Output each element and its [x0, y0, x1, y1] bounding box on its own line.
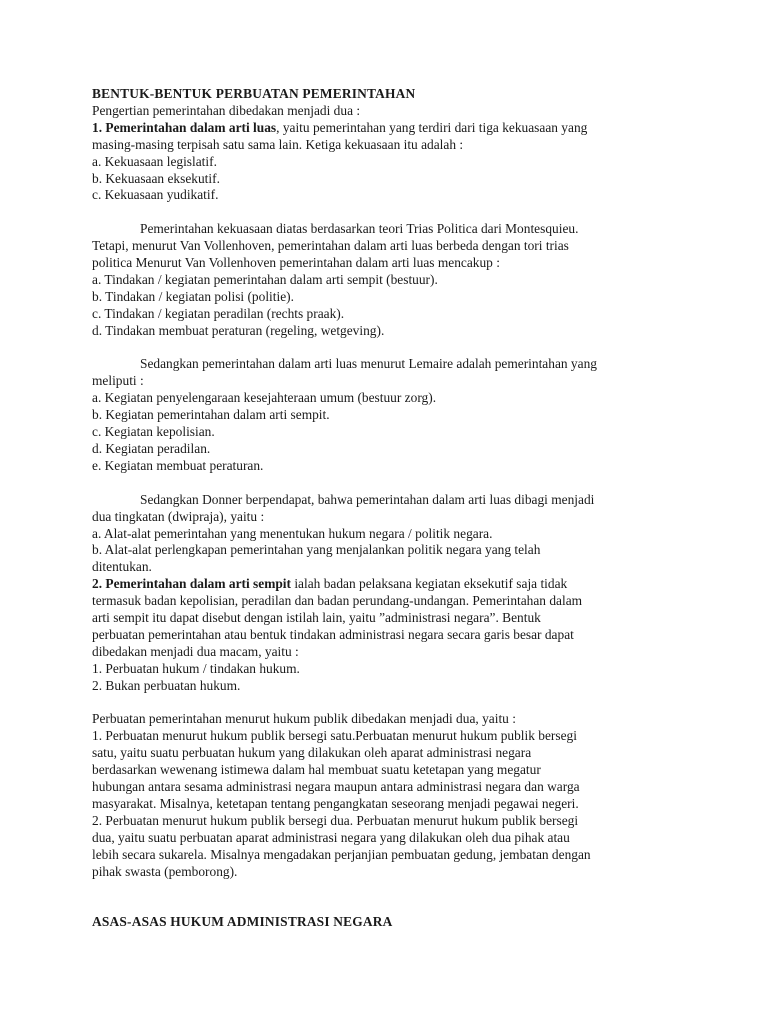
publik-line: pihak swasta (pemborong).	[92, 863, 238, 879]
publik-line: satu, yaitu suatu perbuatan hukum yang dilakukan oleh aparat administrasi negara	[92, 745, 532, 761]
kekuasaan-item: c. Kekuasaan yudikatif.	[92, 187, 219, 203]
section-spacer	[92, 881, 688, 915]
donner-line: ditentukan.	[92, 559, 152, 575]
lemaire-item: a. Kegiatan penyelengaraan kesejahteraan umum (bestuur zorg).	[92, 390, 437, 406]
donner-line: a. Alat-alat pemerintahan yang menentukan hukum negara / politik negara.	[92, 525, 493, 541]
vollenhoven-line: Pemerintahan kekuasaan diatas berdasarkan teori Trias Politica dari Montesquieu.	[140, 221, 579, 237]
section-heading-asas: ASAS-ASAS HUKUM ADMINISTRASI NEGARA	[92, 914, 393, 930]
publik-line: dua, yaitu suatu perbuatan aparat administrasi negara yang dilakukan oleh dua pihak atau	[92, 829, 570, 845]
vollenhoven-item: c. Tindakan / kegiatan peradilan (rechts praak).	[92, 305, 345, 321]
publik-line: Perbuatan pemerintahan menurut hukum publik dibedakan menjadi dua, yaitu :	[92, 711, 516, 727]
donner-line: b. Alat-alat perlengkapan pemerintahan yang menjalankan politik negara yang telah	[92, 542, 541, 558]
paragraph-spacer	[92, 695, 688, 712]
lemaire-item: b. Kegiatan pemerintahan dalam arti sempit.	[92, 407, 330, 423]
kekuasaan-item: b. Kekuasaan eksekutif.	[92, 170, 220, 186]
donner-line: dua tingkatan (dwipraja), yaitu :	[92, 508, 265, 524]
publik-line: 2. Perbuatan menurut hukum publik bersegi dua. Perbuatan menurut hukum publik bersegi	[92, 812, 579, 828]
vollenhoven-line: Tetapi, menurut Van Vollenhoven, pemerintahan dalam arti luas berbeda dengan tori trias	[92, 238, 569, 254]
donner-line: Sedangkan Donner berpendapat, bahwa pemerintahan dalam arti luas dibagi menjadi	[140, 491, 595, 507]
paragraph-spacer	[92, 475, 688, 492]
vollenhoven-item: b. Tindakan / kegiatan polisi (politie).	[92, 288, 294, 304]
section-heading-bentuk: BENTUK-BENTUK PERBUATAN PEMERINTAHAN	[92, 86, 416, 101]
lemaire-item: d. Kegiatan peradilan.	[92, 441, 211, 456]
vollenhoven-item: d. Tindakan membuat peraturan (regeling, wetgeving).	[92, 322, 385, 338]
lemaire-item: c. Kegiatan kepolisian.	[92, 424, 215, 440]
publik-line: hubungan antara sesama administrasi negara maupun antara administrasi negara dan warga	[92, 779, 580, 795]
document-page	[92, 86, 688, 931]
point2-body-line: perbuatan pemerintahan atau bentuk tindakan administrasi negara secara garis besar dapat	[92, 626, 574, 642]
point1-title: 1. Pemerintahan dalam arti luas	[92, 119, 277, 135]
point1-line2: masing-masing terpisah satu sama lain. Ketiga kekuasaan itu adalah :	[92, 136, 464, 152]
paragraph-spacer	[92, 204, 688, 221]
point2-rest: ialah badan pelaksana kegiatan eksekutif saja tidak	[290, 576, 568, 592]
publik-line: lebih secara sukarela. Misalnya mengadakan perjanjian pembuatan gedung, jembatan dengan	[92, 846, 591, 862]
lemaire-line: Sedangkan pemerintahan dalam arti luas menurut Lemaire adalah pemerintahan yang	[140, 356, 597, 372]
point2-body-line: 2. Bukan perbuatan hukum.	[92, 677, 241, 693]
lemaire-line: meliputi :	[92, 373, 144, 389]
point2-body-line: termasuk badan kepolisian, peradilan dan badan perundang-undangan. Pemerintahan dalam	[92, 593, 583, 609]
point2-body-line: arti sempit itu dapat disebut dengan istilah lain, yaitu ”administrasi negara”. Bentuk	[92, 610, 541, 626]
vollenhoven-line: politica Menurut Van Vollenhoven pemerintahan dalam arti luas mencakup :	[92, 255, 500, 271]
intro-text: Pengertian pemerintahan dibedakan menjadi dua :	[92, 102, 361, 118]
point2-body-line: dibedakan menjadi dua macam, yaitu :	[92, 643, 299, 659]
point2-line	[92, 576, 688, 593]
vollenhoven-item: a. Tindakan / kegiatan pemerintahan dalam arti sempit (bestuur).	[92, 271, 438, 287]
publik-line: 1. Perbuatan menurut hukum publik bersegi satu.Perbuatan menurut hukum publik bersegi	[92, 728, 577, 744]
paragraph-spacer	[92, 340, 688, 357]
point1-rest: , yaitu pemerintahan yang terdiri dari tiga kekuasaan yang	[276, 119, 588, 135]
point1-line	[92, 120, 688, 137]
kekuasaan-item: a. Kekuasaan legislatif.	[92, 153, 217, 169]
lemaire-item: e. Kegiatan membuat peraturan.	[92, 457, 264, 473]
publik-line: masyarakat. Misalnya, ketetapan tentang pengangkatan seseorang menjadi pegawai negeri.	[92, 796, 579, 811]
point2-body-line: 1. Perbuatan hukum / tindakan hukum.	[92, 660, 300, 676]
publik-line: berdasarkan wewenang istimewa dalam hal membuat suatu ketetapan yang megatur	[92, 762, 541, 778]
point2-title: 2. Pemerintahan dalam arti sempit	[92, 576, 291, 592]
